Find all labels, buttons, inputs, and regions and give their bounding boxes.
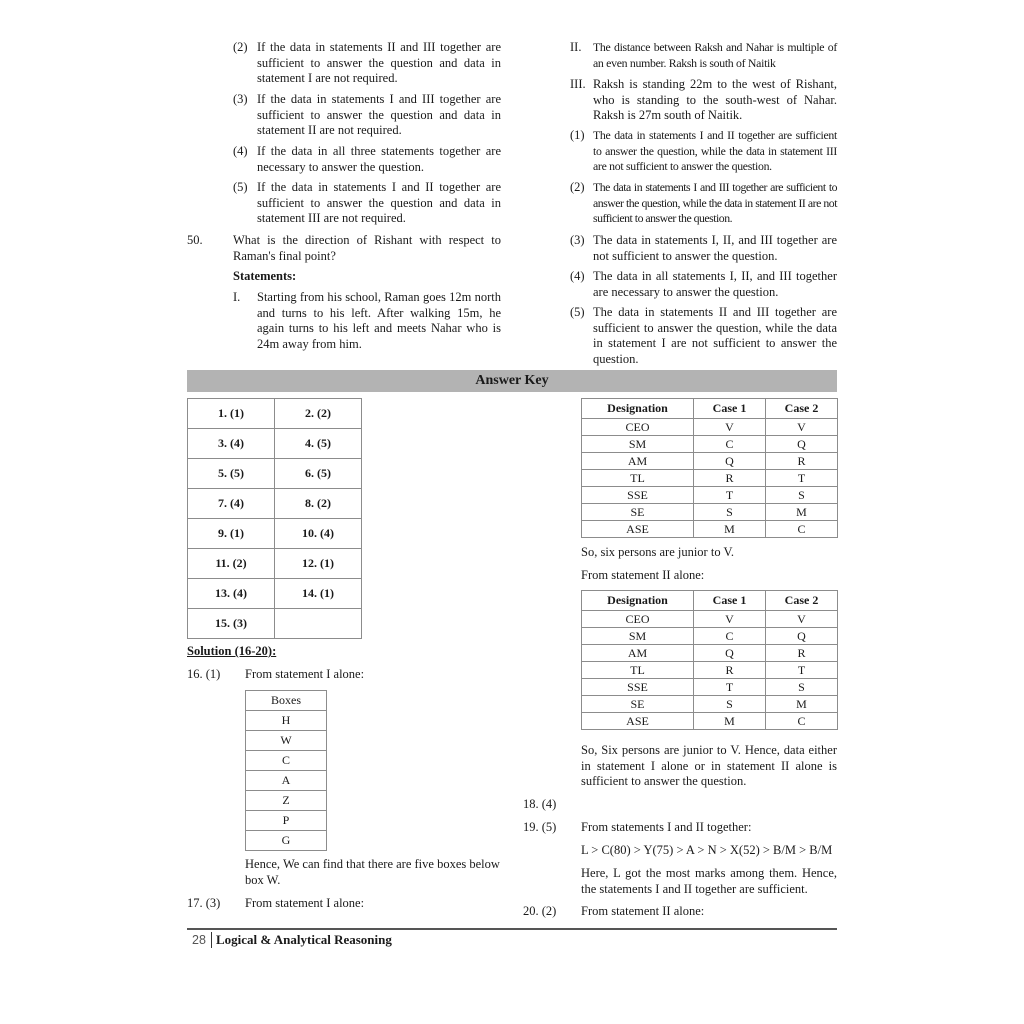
option-number: (2) [570,180,585,194]
table-row [246,831,327,851]
option-text: The data in statements I and II together are sufficient to answer the question, while the data in statement III are not sufficient to answer the question. [593,128,837,173]
option-text: If the data in statements I and III together are sufficient to answer the question and data in statement II are not required. [257,92,501,137]
statement-2-number: II. [570,40,582,54]
answer-key-title: Answer Key [475,373,549,388]
cell: R [694,470,766,487]
table-row [188,429,362,459]
table-row [582,436,838,453]
box-cell: A [246,771,327,791]
statement-3-text: Raksh is standing 22m to the west of Rishant, who is standing to the south-west of Nahar. Raksh is 27m south of Naitik. [593,77,837,122]
cell: C [694,436,766,453]
table-row [582,504,838,521]
solution-19-number: 19. (5) [523,820,557,834]
cell: TL [582,470,694,487]
box-cell: P [246,811,327,831]
column-header: Designation [582,399,694,419]
answer-cell: 9. (1) [188,519,275,549]
table-row [188,519,362,549]
option-number: (1) [570,128,585,142]
cell: M [766,504,838,521]
table-row [582,713,838,730]
cell: SSE [582,679,694,696]
box-cell: G [246,831,327,851]
answer-key-table [187,398,362,639]
cell: CEO [582,419,694,436]
table-row [582,696,838,713]
statement-1-number: I. [233,290,241,304]
column-header: Case 1 [694,399,766,419]
table-row [582,521,838,538]
option-number: (3) [570,233,585,247]
answer-cell: 1. (1) [188,399,275,429]
cell: SE [582,504,694,521]
answer-cell: 14. (1) [275,579,362,609]
cell: ASE [582,713,694,730]
junior-count-note-1: So, six persons are junior to V. [581,545,735,559]
cell: M [694,713,766,730]
option-text: If the data in statements II and III together are sufficient to answer the question and data in statement I are not required. [257,40,501,85]
cell: V [694,611,766,628]
table-row [582,662,838,679]
cell: C [694,628,766,645]
cell: S [766,487,838,504]
solution-17-number: 17. (3) [187,896,221,910]
option-number: (4) [233,144,248,158]
answer-cell: 13. (4) [188,579,275,609]
cell: M [694,521,766,538]
table-row [582,470,838,487]
answer-cell [275,609,362,639]
cell: SE [582,696,694,713]
column-header: Case 1 [694,591,766,611]
statements-label: Statements: [233,269,297,283]
solution-19-chain: L > C(80) > Y(75) > A > N > X(52) > B/M > B/M [581,843,833,857]
cell: Q [694,453,766,470]
cell: SM [582,628,694,645]
cell: M [766,696,838,713]
table-row [246,731,327,751]
answer-cell: 12. (1) [275,549,362,579]
table-row [582,645,838,662]
statement-2-text: The distance between Raksh and Nahar is multiple of an even number. Raksh is south of Naitik [593,40,837,70]
solution-16-number: 16. (1) [187,667,221,681]
table-header-row [582,399,838,419]
table-row [582,487,838,504]
from-statement-2-label: From statement II alone: [581,568,705,582]
solution-20-text: From statement II alone: [581,904,705,918]
page-number: 28 [192,933,206,947]
answer-cell: 15. (3) [188,609,275,639]
solution-17-text: From statement I alone: [245,896,365,910]
option-number: (5) [233,180,248,194]
cell: Q [694,645,766,662]
box-cell: W [246,731,327,751]
cell: SSE [582,487,694,504]
solution-19-text: From statements I and II together: [581,820,752,834]
cell: V [694,419,766,436]
cell: R [766,645,838,662]
table-row [582,611,838,628]
answer-key-header [187,370,837,392]
box-cell: C [246,751,327,771]
cell: R [766,453,838,470]
cell: V [766,611,838,628]
table-row [188,609,362,639]
answer-cell: 2. (2) [275,399,362,429]
solution-19-conclusion: Here, L got the most marks among them. Hence, the statements I and II together are sufficient. [581,866,837,896]
cell: CEO [582,611,694,628]
table-row [246,771,327,791]
cell: S [766,679,838,696]
answer-cell: 7. (4) [188,489,275,519]
answer-cell: 8. (2) [275,489,362,519]
option-number: (4) [570,269,585,283]
box-header: Boxes [246,691,327,711]
option-text: The data in all statements I, II, and III together are necessary to answer the question. [593,269,837,299]
cell: T [766,662,838,679]
footer-title: Logical & Analytical Reasoning [216,932,392,947]
solution-heading: Solution (16-20): [187,644,277,658]
table-row [246,711,327,731]
boxes-table [245,690,327,851]
cell: V [766,419,838,436]
option-number: (3) [233,92,248,106]
answer-cell: 6. (5) [275,459,362,489]
cell: SM [582,436,694,453]
cell: S [694,696,766,713]
answer-cell: 10. (4) [275,519,362,549]
option-text: If the data in all three statements together are necessary to answer the question. [257,144,501,174]
table-row [582,679,838,696]
solution-20-number: 20. (2) [523,904,557,918]
answer-cell: 11. (2) [188,549,275,579]
footer-separator [211,932,212,948]
cell: AM [582,645,694,662]
answer-cell: 4. (5) [275,429,362,459]
table-row [188,549,362,579]
question-text: What is the direction of Rishant with respect to Raman's final point? [233,233,501,263]
junior-count-note-2: So, Six persons are junior to V. Hence, data either in statement I alone or in statement II alone is sufficient to answer the question. [581,743,837,788]
box-cell: Z [246,791,327,811]
table-row [246,751,327,771]
designation-table-1 [581,398,838,538]
cell: T [694,679,766,696]
cell: Q [766,436,838,453]
table-row [246,691,327,711]
cell: AM [582,453,694,470]
answer-cell: 3. (4) [188,429,275,459]
footer-rule [187,928,837,930]
option-text: The data in statements I, II, and III together are not sufficient to answer the question. [593,233,837,263]
answer-cell: 5. (5) [188,459,275,489]
table-row [188,579,362,609]
cell: T [766,470,838,487]
option-number: (5) [570,305,585,319]
table-row [188,459,362,489]
option-text: The data in statements I and III together are sufficient to answer the question, while the data in statement II are not sufficient to answer the question. [593,180,837,225]
table-row [246,791,327,811]
table-header-row [582,591,838,611]
table-row [582,419,838,436]
solution-16-conclusion: Hence, We can find that there are five boxes below box W. [245,857,500,887]
table-row [582,453,838,470]
column-header: Case 2 [766,591,838,611]
table-row [188,489,362,519]
cell: TL [582,662,694,679]
table-row [246,811,327,831]
statement-1-text: Starting from his school, Raman goes 12m north and turns to his left. After walking 15m, he again turns to his left and meets Nahar who is 24m away from him. [257,290,501,351]
column-header: Case 2 [766,399,838,419]
option-text: The data in statements II and III together are sufficient to answer the question, while the data in statement I are not sufficient to answer the question. [593,305,837,366]
cell: T [694,487,766,504]
designation-table-2 [581,590,838,730]
cell: R [694,662,766,679]
option-text: If the data in statements I and II together are sufficient to answer the question and data in statement III are not required. [257,180,501,225]
table-row [188,399,362,429]
cell: S [694,504,766,521]
cell: Q [766,628,838,645]
box-cell: H [246,711,327,731]
solution-18-number: 18. (4) [523,797,557,811]
cell: C [766,713,838,730]
table-row [582,628,838,645]
question-number: 50. [187,233,203,247]
cell: ASE [582,521,694,538]
solution-16-text: From statement I alone: [245,667,365,681]
option-number: (2) [233,40,248,54]
statement-3-number: III. [570,77,586,91]
column-header: Designation [582,591,694,611]
cell: C [766,521,838,538]
